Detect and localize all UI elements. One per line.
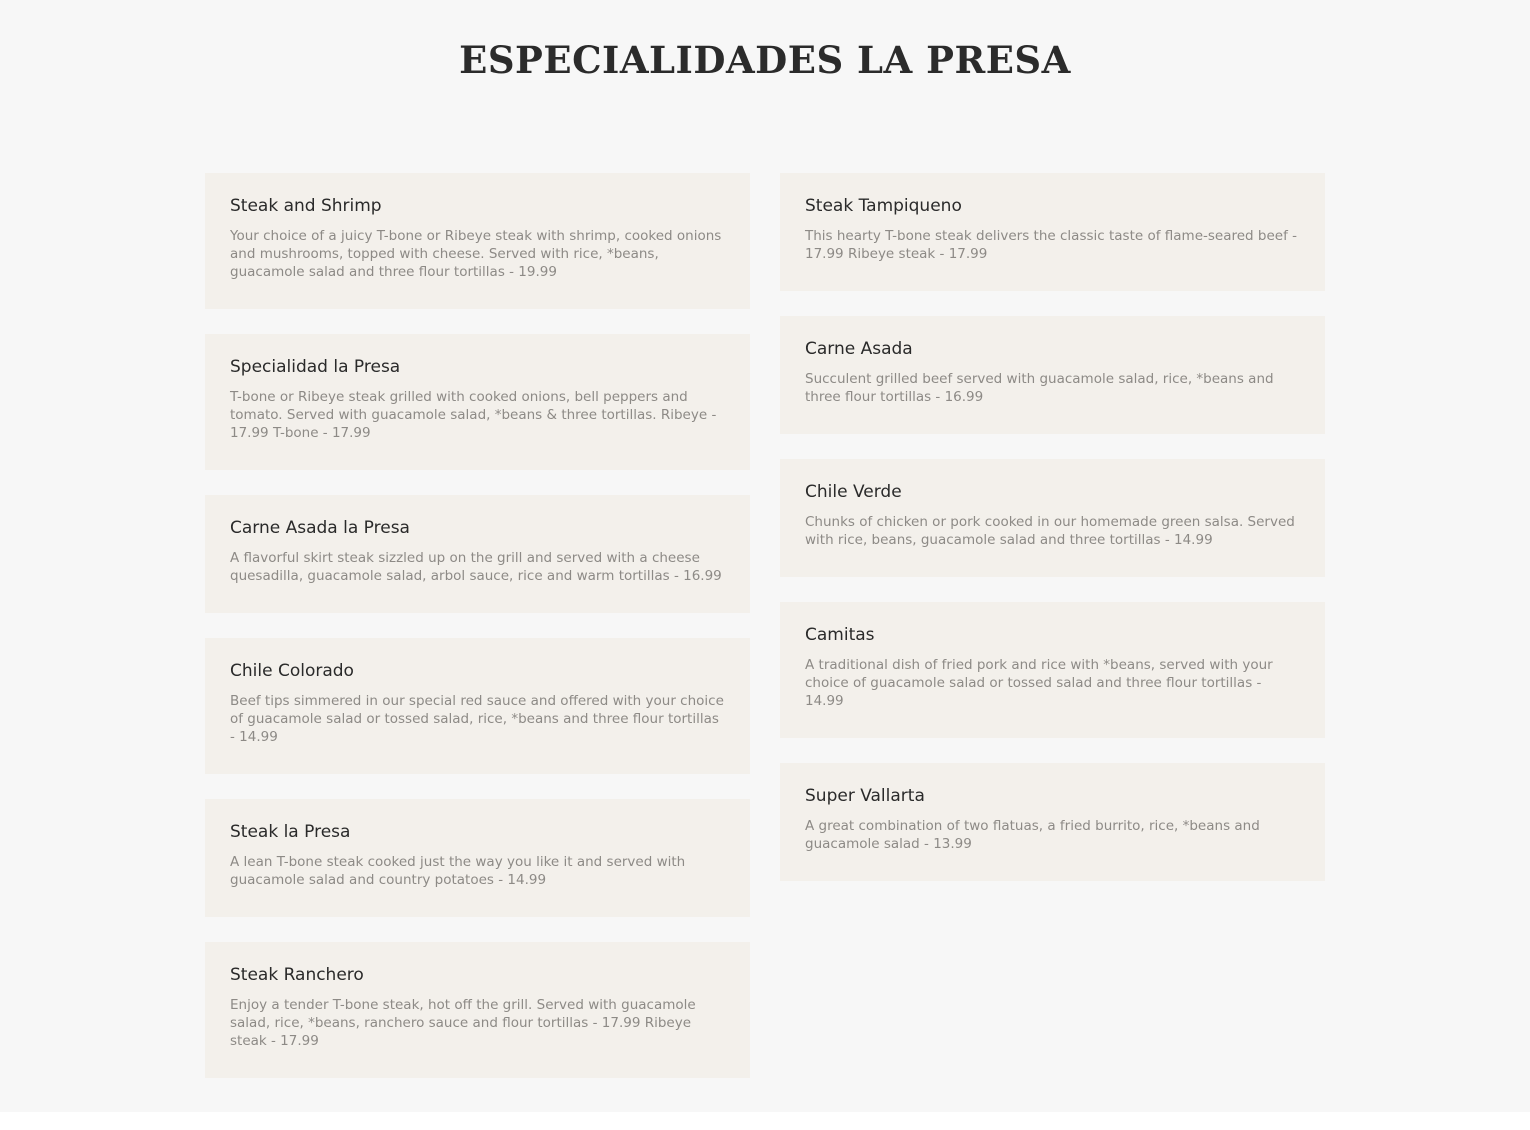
menu-item-card — [205, 799, 750, 917]
menu-item-title: Steak and Shrimp — [230, 196, 382, 216]
menu-item-description: Succulent grilled beef served with guacamole salad, rice, *beans and three flour tortillas - 16.99 — [805, 371, 1274, 405]
menu-item-description: Beef tips simmered in our special red sauce and offered with your choice of guacamole salad or tossed salad, rice, *beans and three flour tortillas - 14.99 — [230, 693, 724, 745]
menu-item-card — [780, 316, 1325, 434]
menu-item-card — [205, 942, 750, 1078]
menu-item-card — [780, 459, 1325, 577]
menu-item-description: A flavorful skirt steak sizzled up on the grill and served with a cheese quesadilla, guacamole salad, arbol sauce, rice and warm tortillas - 16.99 — [230, 550, 722, 584]
menu-item-title: Specialidad la Presa — [230, 357, 401, 377]
menu-item-description: This hearty T-bone steak delivers the classic taste of flame-seared beef - 17.99 Ribeye steak - 17.99 — [805, 228, 1298, 262]
menu-item-card — [780, 763, 1325, 881]
menu-column-left — [205, 173, 750, 1103]
menu-item-description: T-bone or Ribeye steak grilled with cooked onions, bell peppers and tomato. Served with guacamole salad, *beans & three tortillas. Ribeye - 17.99 T-bone - 17.99 — [230, 389, 717, 441]
menu-item-description: A great combination of two flatuas, a fried burrito, rice, *beans and guacamole salad - 13.99 — [805, 818, 1260, 852]
page-title: ESPECIALIDADES LA PRESA — [459, 38, 1071, 82]
menu-item-title: Chile Verde — [805, 482, 902, 502]
menu-column-right — [780, 173, 1325, 906]
menu-item-card — [205, 334, 750, 470]
menu-item-description: A traditional dish of fried pork and rice with *beans, served with your choice of guacamole salad or tossed salad and three flour tortillas - 14.99 — [805, 657, 1273, 709]
menu-item-description: Your choice of a juicy T-bone or Ribeye steak with shrimp, cooked onions and mushrooms, topped with cheese. Served with rice, *beans, guacamole salad and three flour tortillas - 19.99 — [230, 228, 722, 280]
menu-item-description: A lean T-bone steak cooked just the way you like it and served with guacamole salad and country potatoes - 14.99 — [230, 854, 686, 888]
menu-item-title: Camitas — [805, 625, 875, 645]
menu-item-title: Carne Asada la Presa — [230, 518, 410, 538]
menu-item-title: Chile Colorado — [230, 661, 354, 681]
menu-item-description: Chunks of chicken or pork cooked in our homemade green salsa. Served with rice, beans, guacamole salad and three tortillas - 14.99 — [805, 514, 1295, 548]
menu-item-title: Steak Ranchero — [230, 965, 364, 985]
menu-item-card — [205, 638, 750, 774]
menu-item-title: Carne Asada — [805, 339, 913, 359]
menu-item-description: Enjoy a tender T-bone steak, hot off the grill. Served with guacamole salad, rice, *beans, ranchero sauce and flour tortillas - 17.99 Ribeye steak - 17.99 — [230, 997, 696, 1049]
menu-item-card — [205, 173, 750, 309]
menu-item-card — [780, 173, 1325, 291]
menu-item-title: Steak Tampiqueno — [805, 196, 962, 216]
menu-item-title: Steak la Presa — [230, 822, 351, 842]
menu-item-card — [205, 495, 750, 613]
menu-item-card — [780, 602, 1325, 738]
menu-item-title: Super Vallarta — [805, 786, 925, 806]
